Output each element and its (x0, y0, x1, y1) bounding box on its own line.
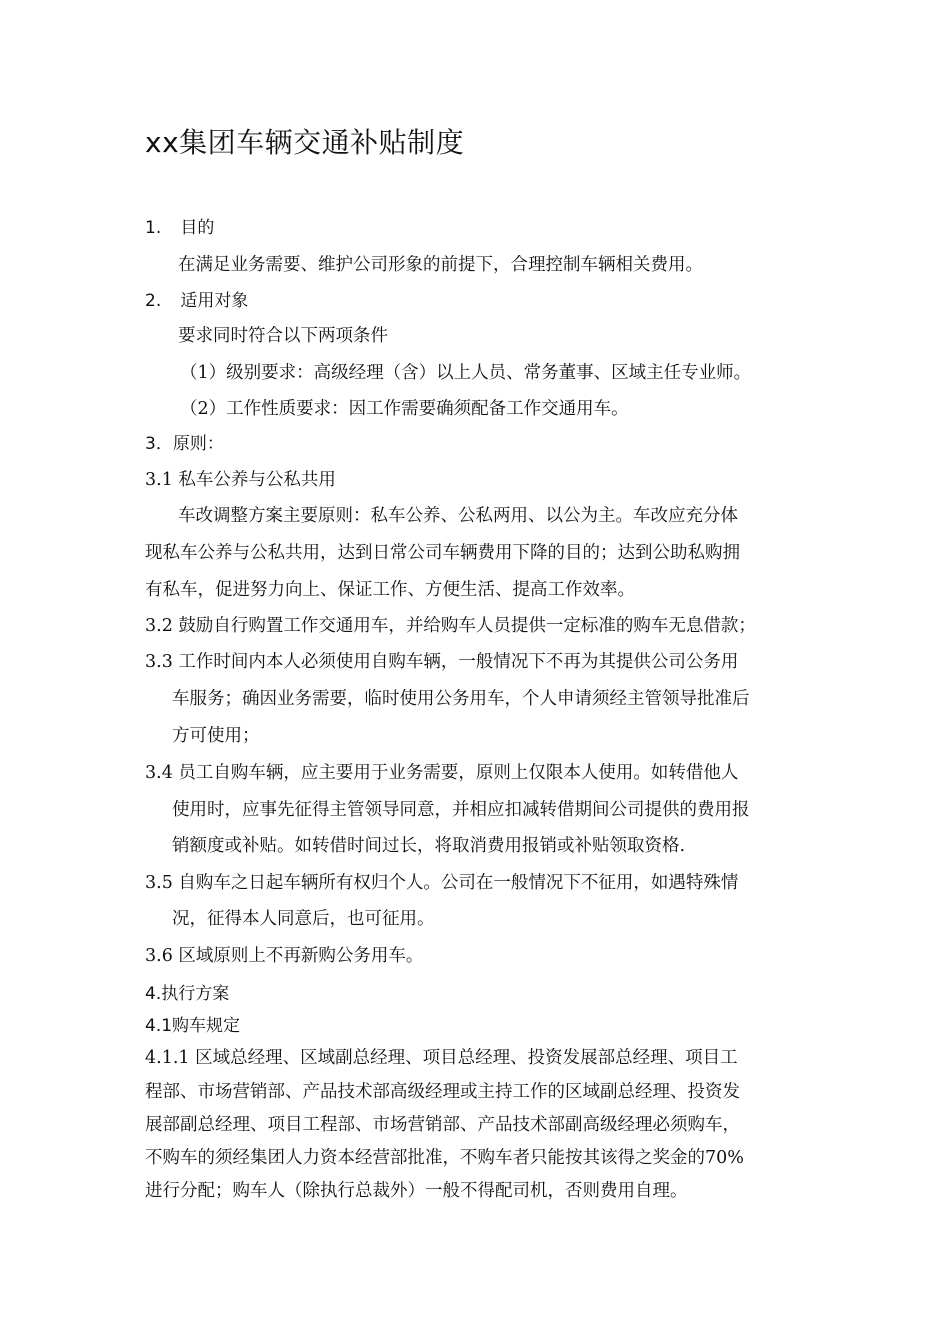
section-4-heading: 4.执行方案 (145, 984, 230, 1004)
section-2-item-2: （2）工作性质要求：因工作需要确须配备工作交通用车。 (180, 399, 629, 419)
section-2-number: 2. (145, 291, 162, 311)
section-3-4-line-3: 销额度或补贴。如转借时间过长，将取消费用报销或补贴领取资格. (172, 836, 686, 856)
section-3-1-line-2: 现私车公养与公私共用，达到日常公司车辆费用下降的目的；达到公助私购拥 (145, 543, 740, 563)
section-1-text: 在满足业务需要、维护公司形象的前提下，合理控制车辆相关费用。 (178, 255, 703, 275)
section-3-5-line-1: 3.5 自购车之日起车辆所有权归个人。公司在一般情况下不征用，如遇特殊情 (145, 873, 739, 893)
section-3-1-title: 3.1 私车公养与公私共用 (145, 470, 336, 490)
section-3-2: 3.2 鼓励自行购置工作交通用车，并给购车人员提供一定标准的购车无息借款； (145, 616, 756, 636)
section-2-intro: 要求同时符合以下两项条件 (178, 326, 388, 346)
section-4-1-1-line-2: 程部、市场营销部、产品技术部高级经理或主持工作的区域副总经理、投资发 (145, 1082, 740, 1102)
section-4-1-1-line-5: 进行分配；购车人（除执行总裁外）一般不得配司机，否则费用自理。 (145, 1181, 688, 1201)
section-2-title: 适用对象 (180, 291, 249, 311)
section-3-heading: 3．原则： (145, 434, 224, 454)
section-3-5-line-2: 况，征得本人同意后，也可征用。 (172, 909, 435, 929)
section-2-heading (145, 287, 248, 315)
section-3-4-line-1: 3.4 员工自购车辆，应主要用于业务需要，原则上仅限本人使用。如转借他人 (145, 763, 739, 783)
section-3-3-line-3: 方可使用； (172, 726, 260, 746)
section-2-item-1: （1）级别要求：高级经理（含）以上人员、常务董事、区域主任专业师。 (180, 363, 752, 383)
section-3-1-line-3: 有私车，促进努力向上、保证工作、方便生活、提高工作效率。 (145, 580, 635, 600)
section-4-1-heading: 4.1购车规定 (145, 1016, 241, 1036)
document-title: xx集团车辆交通补贴制度 (145, 126, 465, 159)
section-3-6: 3.6 区域原则上不再新购公务用车。 (145, 946, 424, 966)
section-4-1-1-line-4: 不购车的须经集团人力资本经营部批准，不购车者只能按其该得之奖金的70% (145, 1148, 744, 1168)
section-3-4-line-2: 使用时，应事先征得主管领导同意，并相应扣减转借期间公司提供的费用报 (172, 800, 750, 820)
section-3-1-line-1: 车改调整方案主要原则：私车公养、公私两用、以公为主。车改应充分体 (178, 506, 738, 526)
section-3-3-line-1: 3.3 工作时间内本人必须使用自购车辆，一般情况下不再为其提供公司公务用 (145, 652, 739, 672)
section-1-heading (145, 214, 214, 242)
section-4-1-1-line-1: 4.1.1 区域总经理、区域副总经理、项目总经理、投资发展部总经理、项目工 (145, 1048, 738, 1068)
section-1-title: 目的 (180, 218, 215, 238)
section-3-3-line-2: 车服务；确因业务需要，临时使用公务用车，个人申请须经主管领导批准后 (172, 689, 750, 709)
section-1-number: 1. (145, 218, 162, 238)
section-4-1-1-line-3: 展部副总经理、项目工程部、市场营销部、产品技术部副高级经理必须购车， (145, 1115, 740, 1135)
